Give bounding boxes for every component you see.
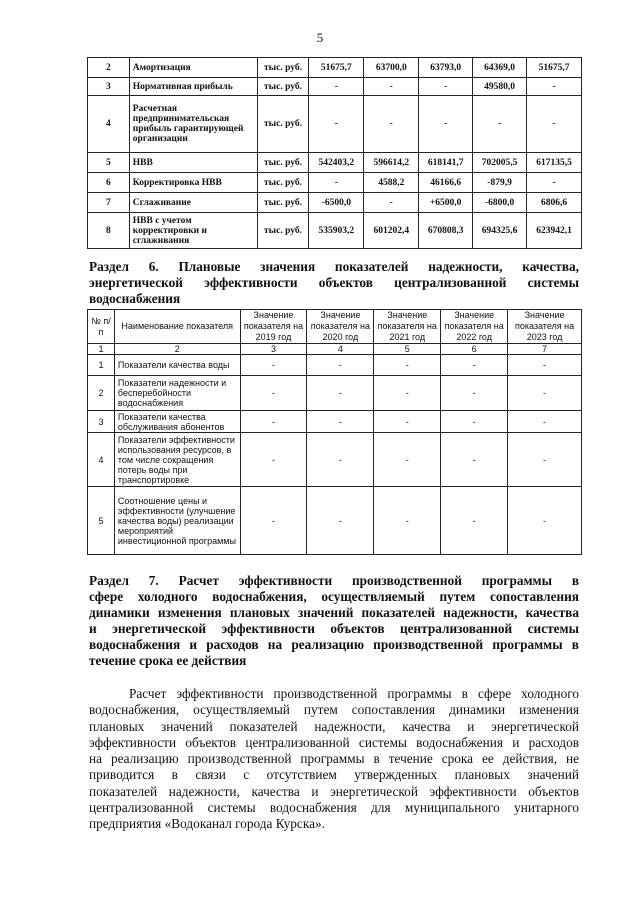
value-cell: 64369,0 bbox=[473, 58, 527, 78]
value-cell: - bbox=[364, 96, 419, 153]
value-cell: 617135,5 bbox=[527, 153, 582, 173]
value-cell: 623942,1 bbox=[527, 213, 582, 249]
row-unit: тыс. руб. bbox=[257, 213, 309, 249]
value-cell: -6800,0 bbox=[473, 193, 527, 213]
table-row bbox=[88, 487, 582, 555]
value-cell: - bbox=[508, 376, 582, 411]
value-cell: 601202,4 bbox=[364, 213, 419, 249]
value-cell: 596614,2 bbox=[364, 153, 419, 173]
row-number: 4 bbox=[88, 433, 115, 487]
row-number: 2 bbox=[88, 58, 130, 78]
value-cell: - bbox=[508, 487, 582, 555]
column-number: 1 bbox=[88, 344, 115, 355]
row-unit: тыс. руб. bbox=[257, 173, 309, 193]
row-number: 3 bbox=[88, 78, 130, 96]
column-number: 7 bbox=[508, 344, 582, 355]
value-cell: 46166,6 bbox=[419, 173, 473, 193]
value-cell: -6500,0 bbox=[309, 193, 364, 213]
row-number: 2 bbox=[88, 376, 115, 411]
value-cell: - bbox=[240, 355, 307, 376]
page-number: 5 bbox=[316, 30, 324, 45]
text-line: водоснабжения, осуществляемый путем сопоставления динамики изменения bbox=[89, 702, 579, 718]
value-cell: 670808,3 bbox=[419, 213, 473, 249]
value-cell: - bbox=[508, 411, 582, 433]
value-cell: - bbox=[473, 96, 527, 153]
row-unit: тыс. руб. bbox=[257, 58, 309, 78]
text-line: плановых значений показателей надежности, качества и энергетической bbox=[89, 718, 579, 734]
value-cell: - bbox=[364, 78, 419, 96]
value-cell: 542403,2 bbox=[309, 153, 364, 173]
column-number: 3 bbox=[240, 344, 307, 355]
financial-table bbox=[87, 57, 582, 249]
table-row bbox=[88, 376, 582, 411]
table-row bbox=[88, 58, 582, 78]
row-number: 3 bbox=[88, 411, 115, 433]
row-name: НВВ с учетом корректировки и сглаживания bbox=[129, 213, 257, 249]
column-number: 4 bbox=[307, 344, 374, 355]
value-cell: - bbox=[441, 487, 508, 555]
table-row bbox=[88, 433, 582, 487]
row-name: НВВ bbox=[129, 153, 257, 173]
row-number: 5 bbox=[88, 153, 130, 173]
row-number: 6 bbox=[88, 173, 130, 193]
row-number: 7 bbox=[88, 193, 130, 213]
text-line: водоснабжения и расходов на реализацию производственной программы в bbox=[89, 637, 579, 652]
value-cell: 535903,2 bbox=[309, 213, 364, 249]
value-cell: - bbox=[508, 433, 582, 487]
value-cell: - bbox=[527, 78, 582, 96]
table-row bbox=[88, 78, 582, 96]
row-name: Сглаживание bbox=[129, 193, 257, 213]
text-line: эффективности объектов централизованной системы водоснабжения и расходов bbox=[89, 734, 579, 750]
text-line: и энергетической эффективности объектов централизованной системы bbox=[89, 621, 579, 636]
value-cell: - bbox=[527, 96, 582, 153]
value-cell: +6500,0 bbox=[419, 193, 473, 213]
table-row bbox=[88, 153, 582, 173]
row-number: 5 bbox=[88, 487, 115, 555]
row-unit: тыс. руб. bbox=[257, 78, 309, 96]
row-name: Расчетная предпринимательская прибыль гарантирующей организации bbox=[129, 96, 257, 153]
column-numbers-row bbox=[88, 344, 582, 355]
row-name: Корректировка НВВ bbox=[129, 173, 257, 193]
row-name: Нормативная прибыль bbox=[129, 78, 257, 96]
column-number: 6 bbox=[441, 344, 508, 355]
value-cell: - bbox=[374, 411, 441, 433]
table-row bbox=[88, 96, 582, 153]
table-row bbox=[88, 173, 582, 193]
table-header-row bbox=[88, 310, 582, 344]
text-line: Расчет эффективности производственной программы в сфере холодного bbox=[129, 686, 579, 701]
value-cell: - bbox=[307, 376, 374, 411]
value-cell: - bbox=[309, 173, 364, 193]
table-row bbox=[88, 355, 582, 376]
value-cell: 49580,0 bbox=[473, 78, 527, 96]
text-line: Раздел 6. Плановые значения показателей надежности, качества, bbox=[89, 259, 579, 274]
value-cell: - bbox=[441, 411, 508, 433]
value-cell: 702005,5 bbox=[473, 153, 527, 173]
text-line: централизованной системы водоснабжения для муниципального унитарного bbox=[89, 800, 579, 816]
row-unit: тыс. руб. bbox=[257, 96, 309, 153]
value-cell: - bbox=[309, 78, 364, 96]
text-line: сфере холодного водоснабжения, осуществляемый путем сопоставления bbox=[89, 589, 579, 604]
row-number: 4 bbox=[88, 96, 130, 153]
table-row bbox=[88, 213, 582, 249]
value-cell: - bbox=[508, 355, 582, 376]
value-cell: 4588,2 bbox=[364, 173, 419, 193]
value-cell: - bbox=[240, 487, 307, 555]
header-year: Значение показателя на 2020 год bbox=[307, 310, 374, 344]
row-name: Показатели качества обслуживания абонентов bbox=[114, 411, 240, 433]
value-cell: - bbox=[240, 433, 307, 487]
value-cell: - bbox=[419, 96, 473, 153]
row-number: 8 bbox=[88, 213, 130, 249]
value-cell: - bbox=[309, 96, 364, 153]
row-unit: тыс. руб. bbox=[257, 193, 309, 213]
row-name: Показатели эффективности использования ресурсов, в том числе сокращения потерь воды при транспортировке bbox=[114, 433, 240, 487]
row-name: Соотношение цены и эффективности (улучшение качества воды) реализации мероприятий инвестиционной программы bbox=[114, 487, 240, 555]
value-cell: 618141,7 bbox=[419, 153, 473, 173]
value-cell: - bbox=[419, 78, 473, 96]
text-line: Раздел 7. Расчет эффективности производственной программы в bbox=[89, 573, 579, 588]
value-cell: 694325,6 bbox=[473, 213, 527, 249]
value-cell: - bbox=[441, 355, 508, 376]
header-year: Значение показателя на 2021 год bbox=[374, 310, 441, 344]
column-number: 5 bbox=[374, 344, 441, 355]
value-cell: - bbox=[307, 411, 374, 433]
value-cell: - bbox=[527, 173, 582, 193]
value-cell: - bbox=[374, 376, 441, 411]
value-cell: - bbox=[374, 433, 441, 487]
value-cell: - bbox=[307, 487, 374, 555]
value-cell: 63700,0 bbox=[364, 58, 419, 78]
value-cell: - bbox=[441, 376, 508, 411]
body-paragraph bbox=[89, 686, 579, 833]
value-cell: - bbox=[240, 411, 307, 433]
text-line: водоснабжения bbox=[89, 291, 181, 306]
value-cell: -879,9 bbox=[473, 173, 527, 193]
indicators-table bbox=[87, 309, 582, 555]
text-line: течение срока ее действия bbox=[89, 653, 247, 668]
value-cell: 51675,7 bbox=[527, 58, 582, 78]
value-cell: 51675,7 bbox=[309, 58, 364, 78]
value-cell: - bbox=[240, 376, 307, 411]
header-year: Значение показателя на 2019 год bbox=[240, 310, 307, 344]
text-line: на реализацию производственной программы в течение срока ее действия, не bbox=[89, 751, 579, 767]
value-cell: - bbox=[374, 487, 441, 555]
text-line: предприятия «Водоканал города Курска». bbox=[89, 816, 325, 832]
table-row bbox=[88, 411, 582, 433]
row-name: Показатели надежности и бесперебойности водоснабжения bbox=[114, 376, 240, 411]
row-number: 1 bbox=[88, 355, 115, 376]
header-year: Значение показателя на 2023 год bbox=[508, 310, 582, 344]
value-cell: - bbox=[374, 355, 441, 376]
text-line: приводится в связи с отсутствием утвержденных плановых значений bbox=[89, 767, 579, 783]
row-name: Показатели качества воды bbox=[114, 355, 240, 376]
value-cell: - bbox=[441, 433, 508, 487]
table-row bbox=[88, 193, 582, 213]
header-number: № п/п bbox=[88, 310, 115, 344]
text-line: энергетической эффективности объектов централизованной системы bbox=[89, 275, 579, 290]
value-cell: - bbox=[307, 433, 374, 487]
text-line: динамики изменения плановых значений показателей надежности, качества bbox=[89, 605, 579, 620]
column-number: 2 bbox=[114, 344, 240, 355]
text-line: показателей надежности, качества и энергетической эффективности объектов bbox=[89, 783, 579, 799]
value-cell: 63793,0 bbox=[419, 58, 473, 78]
section-7-heading bbox=[89, 573, 579, 669]
header-year: Значение показателя на 2022 год bbox=[441, 310, 508, 344]
header-name: Наименование показателя bbox=[114, 310, 240, 344]
section-6-heading bbox=[89, 259, 579, 307]
value-cell: - bbox=[364, 193, 419, 213]
row-name: Амортизация bbox=[129, 58, 257, 78]
row-unit: тыс. руб. bbox=[257, 153, 309, 173]
value-cell: - bbox=[307, 355, 374, 376]
value-cell: 6806,6 bbox=[527, 193, 582, 213]
